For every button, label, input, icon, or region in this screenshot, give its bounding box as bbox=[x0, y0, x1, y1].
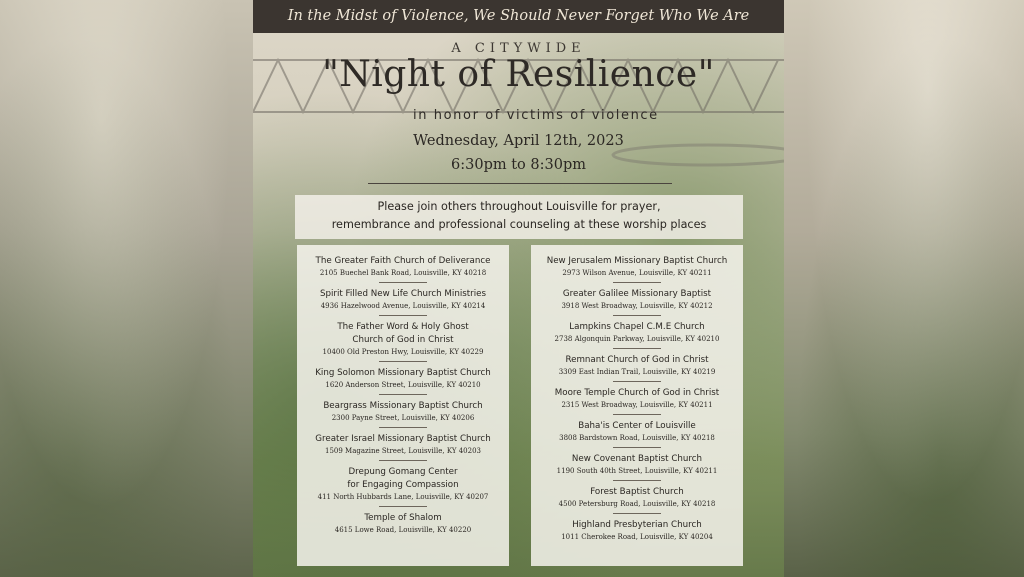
church-address: 411 North Hubbards Lane, Louisville, KY 40207 bbox=[317, 493, 489, 501]
list-item bbox=[531, 354, 743, 382]
church-address: 4615 Lowe Road, Louisville, KY 40220 bbox=[334, 526, 472, 534]
separator bbox=[613, 315, 661, 316]
list-item bbox=[297, 367, 509, 395]
church-name: Moore Temple Church of God in Christ bbox=[554, 388, 720, 398]
separator bbox=[379, 282, 427, 283]
list-item bbox=[531, 453, 743, 481]
church-address: 3309 East Indian Trail, Louisville, KY 40219 bbox=[558, 368, 716, 376]
list-item bbox=[531, 486, 743, 514]
separator bbox=[613, 348, 661, 349]
event-title: "Night of Resilience" bbox=[322, 54, 715, 95]
church-address: 3808 Bardstown Road, Louisville, KY 40218 bbox=[559, 434, 715, 442]
church-address: 1011 Cherokee Road, Louisville, KY 40204 bbox=[561, 533, 713, 541]
church-list-left bbox=[297, 245, 509, 566]
event-poster bbox=[253, 0, 784, 577]
list-item bbox=[531, 288, 743, 316]
separator bbox=[613, 282, 661, 283]
church-list-right bbox=[531, 245, 743, 566]
list-item bbox=[531, 519, 743, 543]
list-item bbox=[297, 466, 509, 507]
separator bbox=[379, 460, 427, 461]
church-name: Greater Galilee Missionary Baptist bbox=[562, 289, 712, 299]
kicker-text: A CITYWIDE bbox=[451, 41, 586, 56]
separator bbox=[379, 506, 427, 507]
list-item bbox=[297, 400, 509, 428]
separator bbox=[613, 480, 661, 481]
church-name: The Father Word & Holy Ghost bbox=[337, 322, 469, 332]
church-address: 1620 Anderson Street, Louisville, KY 40210 bbox=[325, 381, 481, 389]
church-name: Forest Baptist Church bbox=[590, 487, 684, 497]
church-name: Beargrass Missionary Baptist Church bbox=[323, 401, 483, 411]
separator bbox=[613, 414, 661, 415]
church-name: New Jerusalem Missionary Baptist Church bbox=[546, 256, 728, 266]
church-address: 4500 Petersburg Road, Louisville, KY 40218 bbox=[558, 500, 716, 508]
banner-tagline: In the Midst of Violence, We Should Never Forget Who We Are bbox=[253, 0, 784, 33]
church-address: 3918 West Broadway, Louisville, KY 40212 bbox=[561, 302, 713, 310]
church-address: 2973 Wilson Avenue, Louisville, KY 40211 bbox=[562, 269, 712, 277]
church-name: Greater Israel Missionary Baptist Church bbox=[315, 434, 491, 444]
church-name: Baha'is Center of Louisville bbox=[578, 421, 696, 431]
church-name-line-2: for Engaging Compassion bbox=[347, 480, 459, 490]
blurred-background-left bbox=[0, 0, 253, 577]
church-address: 10400 Old Preston Hwy, Louisville, KY 40229 bbox=[322, 348, 484, 356]
list-item bbox=[297, 512, 509, 536]
list-item bbox=[531, 387, 743, 415]
list-item bbox=[531, 255, 743, 283]
list-item bbox=[297, 288, 509, 316]
church-name: New Covenant Baptist Church bbox=[571, 454, 703, 464]
church-name: Drepung Gomang Center bbox=[348, 467, 458, 477]
list-item bbox=[531, 321, 743, 349]
separator bbox=[613, 513, 661, 514]
invitation-line-1: Please join others throughout Louisville for prayer, bbox=[377, 200, 661, 213]
separator bbox=[613, 381, 661, 382]
church-address: 4936 Hazelwood Avenue, Louisville, KY 40214 bbox=[320, 302, 486, 310]
church-address: 1509 Magazine Street, Louisville, KY 40203 bbox=[325, 447, 481, 455]
church-name: Highland Presbyterian Church bbox=[572, 520, 702, 530]
church-name: Temple of Shalom bbox=[364, 513, 442, 523]
church-address: 2738 Algonquin Parkway, Louisville, KY 40210 bbox=[554, 335, 720, 343]
list-item bbox=[297, 255, 509, 283]
church-address: 2315 West Broadway, Louisville, KY 40211 bbox=[561, 401, 713, 409]
separator bbox=[379, 315, 427, 316]
invitation-line-2: remembrance and professional counseling at these worship places bbox=[331, 218, 707, 231]
separator bbox=[613, 447, 661, 448]
list-item bbox=[297, 433, 509, 461]
list-item bbox=[297, 321, 509, 362]
church-name: King Solomon Missionary Baptist Church bbox=[315, 368, 491, 378]
event-time: 6:30pm to 8:30pm bbox=[451, 157, 586, 173]
church-name: The Greater Faith Church of Deliverance bbox=[315, 256, 491, 266]
church-name-line-2: Church of God in Christ bbox=[352, 335, 454, 345]
church-name: Lampkins Chapel C.M.E Church bbox=[569, 322, 705, 332]
separator bbox=[379, 361, 427, 362]
blurred-background-right bbox=[784, 0, 1024, 577]
event-date: Wednesday, April 12th, 2023 bbox=[413, 133, 624, 149]
list-item bbox=[531, 420, 743, 448]
church-name: Spirit Filled New Life Church Ministries bbox=[319, 289, 487, 299]
invitation-box bbox=[295, 195, 743, 239]
event-subtitle: in honor of victims of violence bbox=[413, 108, 659, 123]
separator bbox=[379, 394, 427, 395]
church-address: 1190 South 40th Street, Louisville, KY 40211 bbox=[556, 467, 718, 475]
church-address: 2105 Buechel Bank Road, Louisville, KY 40218 bbox=[319, 269, 487, 277]
separator bbox=[379, 427, 427, 428]
church-name: Remnant Church of God in Christ bbox=[565, 355, 709, 365]
divider bbox=[368, 183, 672, 184]
church-address: 2300 Payne Street, Louisville, KY 40206 bbox=[331, 414, 475, 422]
